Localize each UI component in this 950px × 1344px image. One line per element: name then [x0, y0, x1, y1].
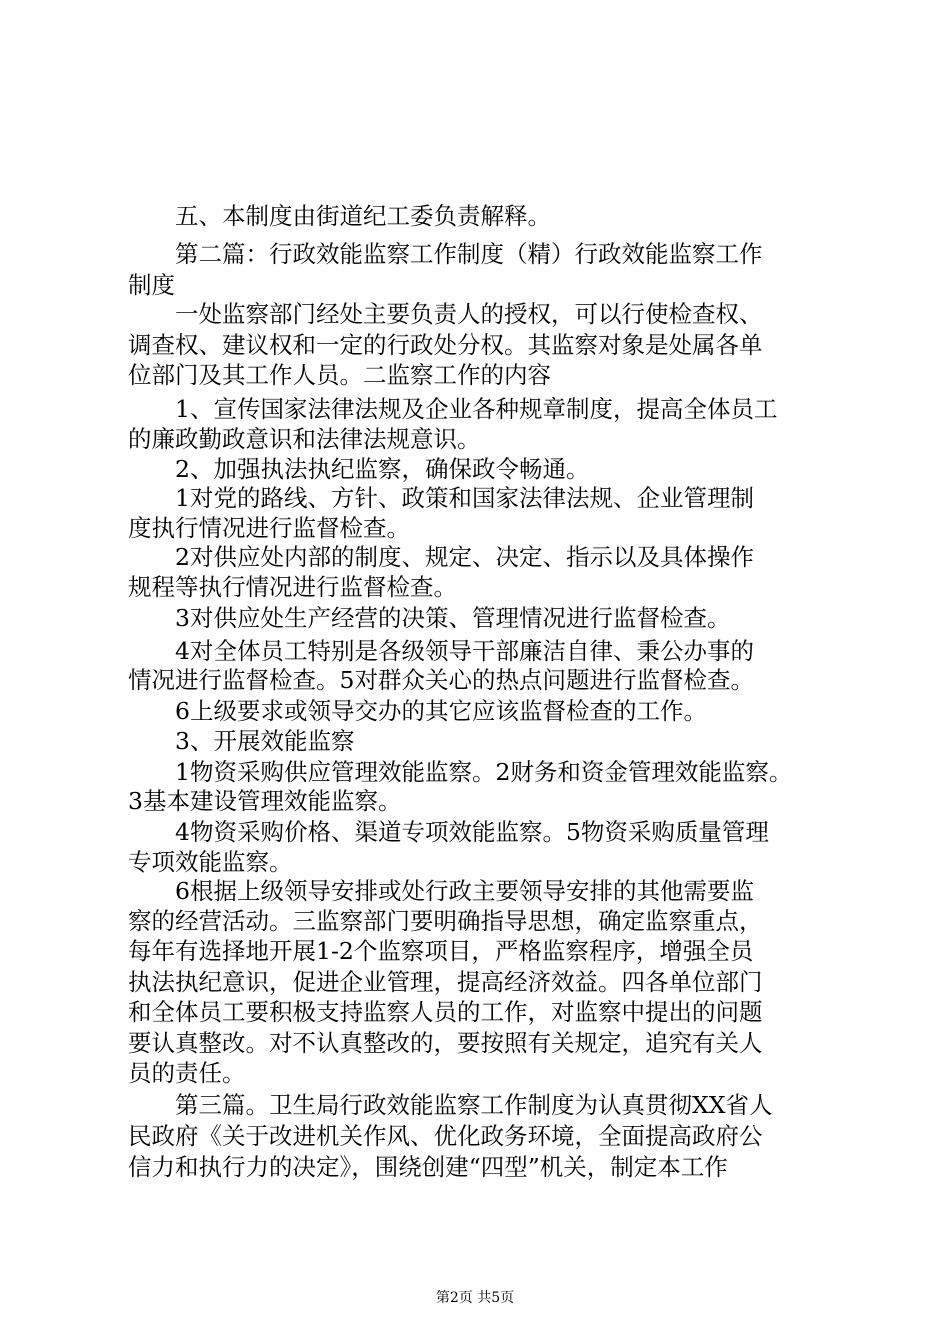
- text-line: 制度: [128, 271, 175, 299]
- text-line: 要认真整改。对不认真整改的，要按照有关规定，追究有关人: [128, 1029, 763, 1057]
- text-line: 察的经营活动。三监察部门要明确指导思想，确定监察重点，: [128, 907, 763, 935]
- text-line: 2对供应处内部的制度、规定、决定、指示以及具体操作: [128, 543, 754, 571]
- text-line: 3基本建设管理效能监察。: [128, 787, 402, 815]
- text-line: 4物资采购价格、渠道专项效能监察。5物资采购质量管理: [128, 818, 769, 846]
- text-line: 规程等执行情况进行监督检查。: [128, 573, 457, 601]
- text-line: 信力和执行力的决定》，围绕创建“四型”机关，制定本工作: [128, 1153, 728, 1181]
- text-line: 的廉政勤政意识和法律法规意识。: [128, 425, 481, 453]
- text-line: 第三篇。卫生局行政效能监察工作制度为认真贯彻XX省人: [128, 1091, 773, 1119]
- text-line: 和全体员工要积极支持监察人员的工作，对监察中提出的问题: [128, 998, 763, 1026]
- text-line: 2、加强执法执纪监察，确保政令畅通。: [128, 455, 590, 483]
- text-line: 1对党的路线、方针、政策和国家法律法规、企业管理制: [128, 484, 754, 512]
- text-line: 民政府《关于改进机关作风、优化政务环境，全面提高政府公: [128, 1122, 763, 1150]
- text-line: 员的责任。: [128, 1059, 246, 1087]
- text-line: 每年有选择地开展1-2个监察项目，严格监察程序，增强全员: [128, 937, 754, 965]
- text-line: 3、开展效能监察: [128, 727, 355, 755]
- text-line: 一处监察部门经处主要负责人的授权，可以行使检查权、: [128, 300, 763, 328]
- text-line: 五、本制度由街道纪工委负责解释。: [128, 202, 551, 230]
- text-line: 位部门及其工作人员。二监察工作的内容: [128, 361, 551, 389]
- text-line: 调查权、建议权和一定的行政处分权。其监察对象是处属各单: [128, 331, 763, 359]
- text-line: 6上级要求或领导交办的其它应该监督检查的工作。: [128, 697, 707, 725]
- text-line: 3对供应处生产经营的决策、管理情况进行监督检查。: [128, 604, 731, 632]
- text-line: 度执行情况进行监督检查。: [128, 514, 410, 542]
- text-line: 第二篇：行政效能监察工作制度（精）行政效能监察工作: [128, 240, 763, 268]
- text-line: 1、宣传国家法律法规及企业各种规章制度，提高全体员工: [128, 395, 778, 423]
- text-line: 情况进行监督检查。5对群众关心的热点问题进行监督检查。: [128, 666, 754, 694]
- text-line: 执法执纪意识，促进企业管理，提高经济效益。四各单位部门: [128, 968, 763, 996]
- page-number-footer: 第2页 共5页: [435, 1290, 515, 1306]
- text-line: 4对全体员工特别是各级领导干部廉洁自律、秉公办事的: [128, 637, 754, 665]
- text-line: 1物资采购供应管理效能监察。2财务和资金管理效能监察。: [128, 758, 793, 786]
- text-line: 6根据上级领导安排或处行政主要领导安排的其他需要监: [128, 877, 754, 905]
- text-line: 专项效能监察。: [128, 848, 293, 876]
